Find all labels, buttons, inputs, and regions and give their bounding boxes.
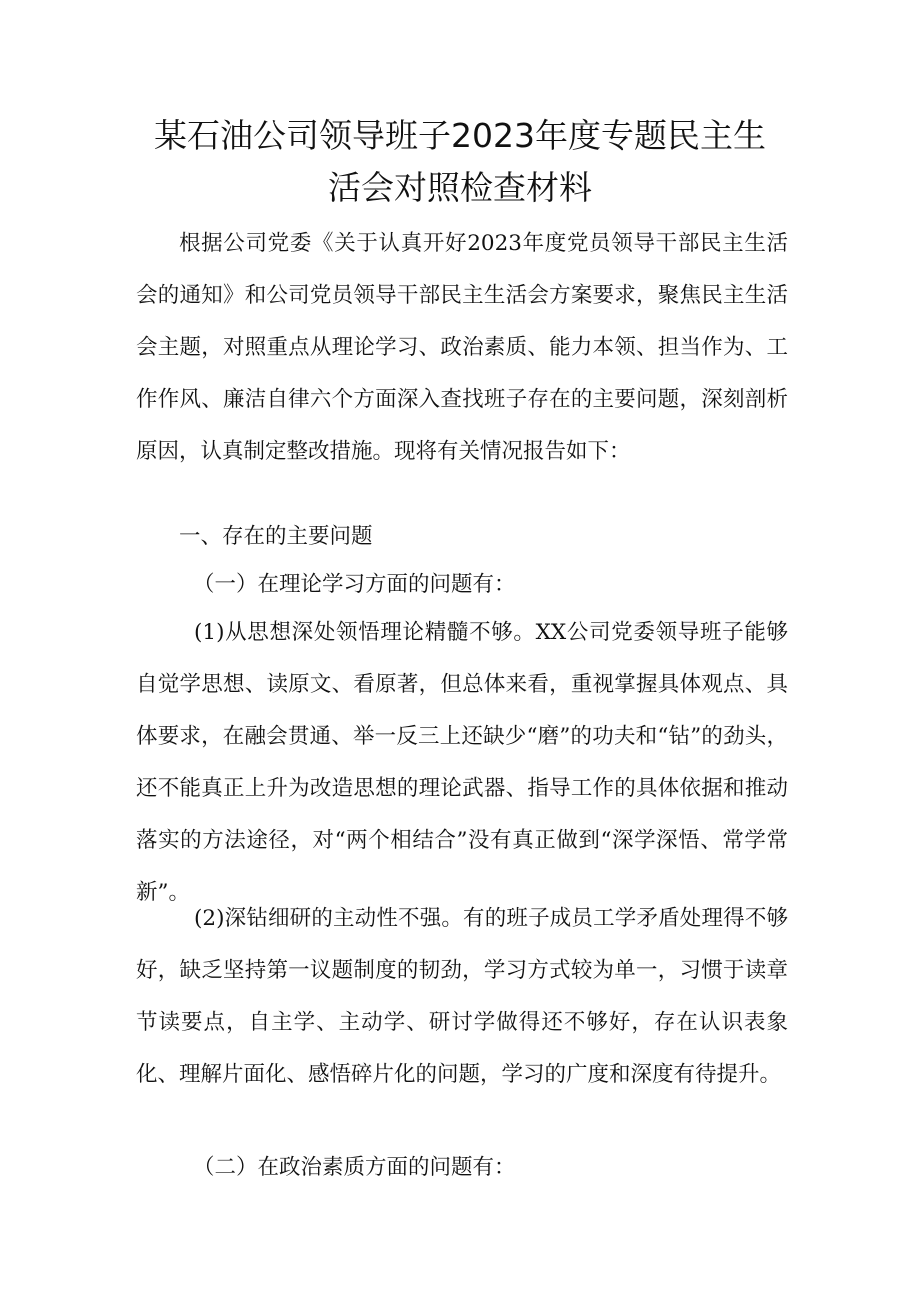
section-heading-problems: 一、存在的主要问题 [179, 524, 373, 549]
document-title-line-1: 某石油公司领导班子2023年度专题民主生 [154, 116, 766, 155]
intro-paragraph: 根据公司党委《关于认真开好2023年度党员领导干部民主生活会的通知》和公司党员领导干部民主生活会方案要求，聚焦民主生活会主题，对照重点从理论学习、政治素质、能力本领、担当作为、工作作风、廉洁自律六个方面深入查找班子存在的主要问题，深刻剖析原因，认真制定整改措施。现将有关情况报告如下： [136, 231, 788, 464]
subsection-heading-political-quality: （二）在政治素质方面的问题有： [193, 1155, 516, 1180]
item-paragraph-2: (2)深钻细研的主动性不强。有的班子成员工学矛盾处理得不够好，缺乏坚持第一议题制度的韧劲，学习方式较为单一，习惯于读章节读要点，自主学、主动学、研讨学做得还不够好，存在认识表象化、理解片面化、感悟碎片化的问题，学习的广度和深度有待提升。 [136, 906, 788, 1087]
document-title-line-2: 活会对照检查材料 [328, 168, 592, 207]
subsection-heading-theory-study: （一）在理论学习方面的问题有： [193, 572, 516, 597]
item-paragraph-1: (1)从思想深处领悟理论精髓不够。XX公司党委领导班子能够自觉学思想、读原文、看原著，但总体来看，重视掌握具体观点、具体要求，在融会贯通、举一反三上还缺少“磨”的功夫和“钻”的劲头，还不能真正上升为改造思想的理论武器、指导工作的具体依据和推动落实的方法途径，对“两个相结合”没有真正做到“深学深悟、常学常新”。 [136, 620, 788, 905]
